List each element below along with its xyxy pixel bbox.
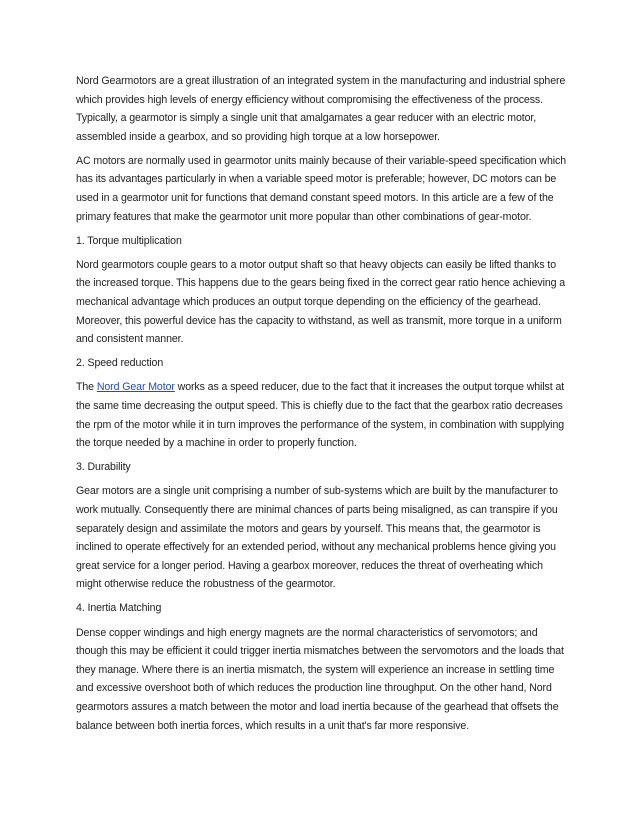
- section-heading-inertia: 4. Inertia Matching: [76, 602, 162, 615]
- section-heading-speed: 2. Speed reduction: [76, 357, 164, 370]
- speed-text-before-link: The: [76, 381, 97, 394]
- section-body-speed: [76, 378, 570, 452]
- section-heading-torque: 1. Torque multiplication: [76, 234, 182, 247]
- section-body-torque: Nord gearmotors couple gears to a motor output shaft so that heavy objects can easily be lifted thanks to the increased torque. This happens due to the gears being fixed in the correct gear ratio hence achieving a mechanical advantage which produces an output torque depending on the efficiency of the gearhead. Moreover, this powerful device has the capacity to withstand, as well as transmit, more torque in a uniform and consistent manner.: [76, 258, 566, 346]
- nord-gear-motor-link[interactable]: Nord Gear Motor: [96, 381, 175, 394]
- intro-paragraph-2: AC motors are normally used in gearmotor units mainly because of their variable-speed specification which has its advantages particularly in when a variable speed motor is preferable; however, DC motors can be used in a gearmotor unit for functions that demand constant speed motors. In this article are a few of the primary features that make the gearmotor unit more popular than other combinations of gear-motor.: [76, 154, 566, 223]
- section-body-inertia: Dense copper windings and high energy magnets are the normal characteristics of servomotors; and though this may be efficient it could trigger inertia mismatches between the servomotors and the loads that they manage. Where there is an inertia mismatch, the system will experience an increase in settling time and excessive overshoot both of which reduces the production line throughput. On the other hand, Nord gearmotors assures a match between the motor and load inertia because of the gearhead that offsets the balance between both inertia forces, which results in a unit that's far more responsive.: [76, 626, 564, 732]
- section-body-durability: Gear motors are a single unit comprising a number of sub-systems which are built by the manufacturer to work mutually. Consequently there are minimal chances of parts being misaligned, as can transpire if you separately design and assimilate the motors and gears by yourself. This means that, the gearmotor is inclined to operate effectively for an extended period, without any mechanical problems hence giving you great service for a longer period. Having a gearbox moreover, reduces the threat of overheating which might otherwise reduce the robustness of the gearmotor.: [76, 485, 558, 591]
- section-heading-durability: 3. Durability: [76, 461, 131, 474]
- intro-paragraph-1: Nord Gearmotors are a great illustration of an integrated system in the manufacturing and industrial sphere which provides high levels of energy efficiency without compromising the effectiveness of the process. Typically, a gearmotor is simply a single unit that amalgamates a gear reducer with an electric motor, assembled inside a gearbox, and so providing high torque at a low horsepower.: [76, 75, 566, 143]
- speed-text-after-link: works as a speed reducer, due to the fact that it increases the output torque whilst at the same time decreasing the output speed. This is chiefly due to the fact that the gearbox ratio decreases the rpm of the motor while it in turn improves the performance of the system, in combination with supplying the torque needed by a machine in order to properly function.: [76, 381, 565, 450]
- article-body: [76, 72, 570, 741]
